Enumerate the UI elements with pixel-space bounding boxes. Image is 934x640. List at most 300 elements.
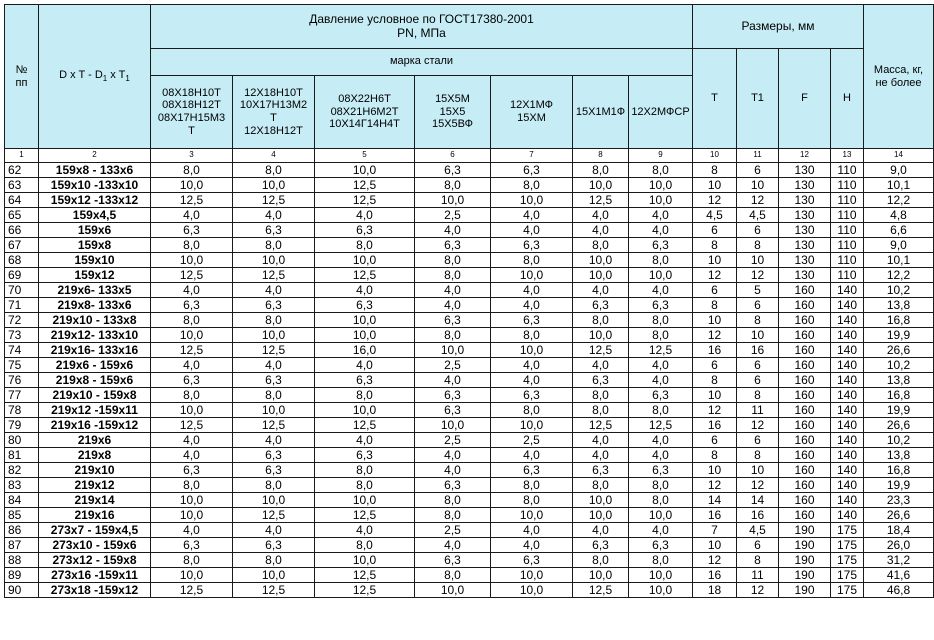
size-cell: 140 [831, 313, 864, 328]
size-cell: 10 [693, 253, 737, 268]
pressure-cell: 10,0 [629, 568, 693, 583]
pressure-cell: 12,5 [151, 343, 233, 358]
pressure-cell: 6,3 [415, 388, 491, 403]
size-cell: 175 [831, 538, 864, 553]
pressure-cell: 6,3 [415, 238, 491, 253]
pressure-cell: 4,0 [491, 373, 573, 388]
pressure-cell: 10,0 [573, 268, 629, 283]
mass-cell: 26,6 [864, 343, 934, 358]
pressure-cell: 6,3 [573, 463, 629, 478]
table-row [5, 373, 934, 388]
size-cell: 140 [831, 388, 864, 403]
pressure-cell: 10,0 [491, 418, 573, 433]
column-number-cell: 3 [151, 149, 233, 163]
dimension-cell: 159х6 [39, 223, 151, 238]
pressure-cell: 8,0 [415, 178, 491, 193]
mass-cell: 19,9 [864, 328, 934, 343]
pressure-cell: 6,3 [491, 463, 573, 478]
row-number-cell: 70 [5, 283, 39, 298]
pressure-cell: 4,0 [315, 433, 415, 448]
pressure-cell: 12,5 [233, 193, 315, 208]
mass-cell: 18,4 [864, 523, 934, 538]
size-cell: 140 [831, 298, 864, 313]
pressure-cell: 10,0 [151, 493, 233, 508]
column-number-cell: 1 [5, 149, 39, 163]
size-cell: 4,5 [737, 523, 779, 538]
pressure-cell: 4,0 [629, 523, 693, 538]
pressure-cell: 6,3 [151, 223, 233, 238]
pressure-cell: 8,0 [151, 313, 233, 328]
pressure-cell: 12,5 [151, 418, 233, 433]
size-cell: 8 [737, 313, 779, 328]
pressure-cell: 10,0 [629, 193, 693, 208]
pressure-cell: 10,0 [415, 193, 491, 208]
row-number-cell: 87 [5, 538, 39, 553]
size-cell: 140 [831, 433, 864, 448]
size-cell: 160 [779, 313, 831, 328]
size-cell: 12 [693, 478, 737, 493]
pressure-cell: 4,0 [491, 448, 573, 463]
pressure-cell: 2,5 [415, 523, 491, 538]
pressure-cell: 6,3 [233, 448, 315, 463]
row-number-cell: 89 [5, 568, 39, 583]
pressure-cell: 12,5 [629, 418, 693, 433]
pressure-cell: 4,0 [233, 208, 315, 223]
dimension-cell: 159х10 [39, 253, 151, 268]
size-cell: 6 [737, 163, 779, 178]
row-number-cell: 71 [5, 298, 39, 313]
size-cell: 18 [693, 583, 737, 598]
pressure-cell: 8,0 [233, 478, 315, 493]
row-number-cell: 82 [5, 463, 39, 478]
pressure-cell: 8,0 [151, 163, 233, 178]
pressure-cell: 6,3 [629, 463, 693, 478]
size-cell: 10 [737, 253, 779, 268]
pressure-cell: 6,3 [415, 553, 491, 568]
column-number-cell: 4 [233, 149, 315, 163]
pressure-cell: 4,0 [491, 523, 573, 538]
mass-cell: 12,2 [864, 268, 934, 283]
pressure-cell: 10,0 [491, 568, 573, 583]
row-number-cell: 73 [5, 328, 39, 343]
table-row [5, 388, 934, 403]
pressure-cell: 10,0 [233, 403, 315, 418]
pressure-cell: 12,5 [151, 583, 233, 598]
pressure-cell: 4,0 [573, 433, 629, 448]
dimension-cell: 219х6 - 159х6 [39, 358, 151, 373]
pressure-cell: 4,0 [629, 223, 693, 238]
pressure-cell: 8,0 [233, 163, 315, 178]
table-row [5, 163, 934, 178]
pressure-cell: 6,3 [315, 448, 415, 463]
size-cell: 140 [831, 358, 864, 373]
size-cell: 130 [779, 178, 831, 193]
size-cell: 140 [831, 328, 864, 343]
size-cell: 6 [737, 298, 779, 313]
row-number-cell: 81 [5, 448, 39, 463]
row-number-cell: 68 [5, 253, 39, 268]
pressure-cell: 8,0 [415, 508, 491, 523]
pressure-cell: 10,0 [629, 583, 693, 598]
size-cell: 140 [831, 463, 864, 478]
pressure-cell: 10,0 [573, 253, 629, 268]
pressure-cell: 4,0 [415, 373, 491, 388]
pressure-cell: 12,5 [573, 583, 629, 598]
row-number-cell: 85 [5, 508, 39, 523]
size-cell: 140 [831, 493, 864, 508]
table-row [5, 343, 934, 358]
pressure-cell: 10,0 [233, 493, 315, 508]
mass-cell: 12,2 [864, 193, 934, 208]
mass-cell: 19,9 [864, 478, 934, 493]
table-row [5, 508, 934, 523]
size-cell: 130 [779, 208, 831, 223]
pressure-cell: 12,5 [573, 418, 629, 433]
header-steel-col-2: 12Х18Н10Т 10Х17Н13М2 Т 12Х18Н12Т [233, 76, 315, 149]
size-cell: 8 [693, 238, 737, 253]
size-cell: 10 [693, 313, 737, 328]
pressure-cell: 10,0 [629, 508, 693, 523]
dimension-cell: 273х12 - 159х8 [39, 553, 151, 568]
pressure-cell: 8,0 [491, 403, 573, 418]
pressure-cell: 4,0 [491, 208, 573, 223]
pressure-cell: 12,5 [629, 343, 693, 358]
column-number-cell: 13 [831, 149, 864, 163]
pressure-cell: 8,0 [315, 478, 415, 493]
pressure-cell: 6,3 [233, 298, 315, 313]
pressure-cell: 10,0 [491, 583, 573, 598]
pressure-cell: 4,0 [629, 373, 693, 388]
pressure-cell: 4,0 [151, 283, 233, 298]
size-cell: 7 [693, 523, 737, 538]
row-number-cell: 65 [5, 208, 39, 223]
mass-cell: 16,8 [864, 388, 934, 403]
pressure-cell: 8,0 [415, 268, 491, 283]
mass-cell: 10,1 [864, 253, 934, 268]
size-cell: 11 [737, 403, 779, 418]
pressure-cell: 10,0 [491, 343, 573, 358]
pressure-cell: 6,3 [629, 388, 693, 403]
pressure-cell: 12,5 [315, 193, 415, 208]
size-cell: 10 [737, 463, 779, 478]
size-cell: 175 [831, 568, 864, 583]
header-mass-title: Масса, кг, не более [864, 5, 934, 149]
table-row [5, 313, 934, 328]
pressure-cell: 6,3 [629, 298, 693, 313]
row-number-cell: 63 [5, 178, 39, 193]
pressure-cell: 6,3 [573, 538, 629, 553]
size-cell: 110 [831, 238, 864, 253]
pressure-cell: 8,0 [415, 253, 491, 268]
size-cell: 160 [779, 448, 831, 463]
size-cell: 16 [693, 568, 737, 583]
pressure-cell: 6,3 [233, 463, 315, 478]
pressure-cell: 8,0 [491, 493, 573, 508]
pressure-cell: 6,3 [573, 298, 629, 313]
dimension-cell: 219х12 [39, 478, 151, 493]
pressure-cell: 4,0 [629, 448, 693, 463]
dimension-cell: 159х10 -133х10 [39, 178, 151, 193]
pressure-cell: 8,0 [573, 313, 629, 328]
size-cell: 160 [779, 403, 831, 418]
size-cell: 190 [779, 568, 831, 583]
size-cell: 140 [831, 283, 864, 298]
pressure-cell: 10,0 [151, 178, 233, 193]
pressure-cell: 10,0 [233, 568, 315, 583]
column-number-cell: 10 [693, 149, 737, 163]
header-steel-grade: марка стали [151, 49, 693, 76]
mass-cell: 13,8 [864, 373, 934, 388]
column-number-cell: 6 [415, 149, 491, 163]
size-cell: 12 [737, 478, 779, 493]
pressure-cell: 10,0 [315, 313, 415, 328]
size-cell: 130 [779, 163, 831, 178]
size-cell: 190 [779, 523, 831, 538]
pressure-cell: 4,0 [233, 523, 315, 538]
pressure-cell: 4,0 [151, 208, 233, 223]
pressure-cell: 6,3 [151, 463, 233, 478]
table-row [5, 298, 934, 313]
pressure-cell: 16,0 [315, 343, 415, 358]
size-cell: 175 [831, 523, 864, 538]
pressure-cell: 6,3 [315, 373, 415, 388]
pressure-cell: 8,0 [629, 163, 693, 178]
size-cell: 160 [779, 463, 831, 478]
mass-cell: 6,6 [864, 223, 934, 238]
header-size-f: F [779, 49, 831, 149]
dimension-cell: 219х6- 133х5 [39, 283, 151, 298]
pressure-cell: 8,0 [573, 478, 629, 493]
table-row [5, 568, 934, 583]
row-number-cell: 77 [5, 388, 39, 403]
table-row [5, 493, 934, 508]
dimension-cell: 219х10 [39, 463, 151, 478]
column-number-cell: 11 [737, 149, 779, 163]
pressure-cell: 4,0 [315, 283, 415, 298]
dimension-cell: 159х12 [39, 268, 151, 283]
pressure-cell: 4,0 [233, 283, 315, 298]
pressure-cell: 10,0 [491, 193, 573, 208]
pressure-cell: 10,0 [233, 253, 315, 268]
pressure-cell: 6,3 [151, 298, 233, 313]
row-number-cell: 66 [5, 223, 39, 238]
dimension-cell: 219х14 [39, 493, 151, 508]
pressure-cell: 8,0 [233, 388, 315, 403]
pressure-cell: 4,0 [151, 433, 233, 448]
pressure-cell: 8,0 [151, 478, 233, 493]
pressure-cell: 12,5 [315, 178, 415, 193]
header-dimensions: D x T - $D_1$ x $T_1$ [39, 5, 151, 149]
pressure-cell: 10,0 [573, 328, 629, 343]
size-cell: 12 [693, 328, 737, 343]
column-number-cell: 5 [315, 149, 415, 163]
row-number-cell: 84 [5, 493, 39, 508]
pressure-cell: 6,3 [151, 373, 233, 388]
size-cell: 160 [779, 373, 831, 388]
header-size-t: T [693, 49, 737, 149]
size-cell: 16 [737, 508, 779, 523]
pressure-cell: 8,0 [151, 238, 233, 253]
table-row [5, 448, 934, 463]
size-cell: 110 [831, 163, 864, 178]
size-cell: 8 [693, 448, 737, 463]
pressure-cell: 6,3 [491, 553, 573, 568]
row-number-cell: 83 [5, 478, 39, 493]
pressure-cell: 8,0 [629, 403, 693, 418]
pressure-cell: 4,0 [491, 358, 573, 373]
size-cell: 10 [693, 388, 737, 403]
dimension-cell: 219х12 -159х11 [39, 403, 151, 418]
pressure-cell: 12,5 [151, 268, 233, 283]
header-row-number: № пп [5, 5, 39, 149]
pressure-cell: 8,0 [629, 478, 693, 493]
size-cell: 12 [737, 418, 779, 433]
pressure-cell: 6,3 [415, 163, 491, 178]
size-cell: 175 [831, 583, 864, 598]
size-cell: 160 [779, 328, 831, 343]
pressure-cell: 4,0 [629, 283, 693, 298]
pressure-cell: 10,0 [573, 568, 629, 583]
size-cell: 110 [831, 193, 864, 208]
pressure-cell: 12,5 [315, 508, 415, 523]
pressure-cell: 8,0 [491, 178, 573, 193]
mass-cell: 46,8 [864, 583, 934, 598]
mass-cell: 16,8 [864, 463, 934, 478]
row-number-cell: 62 [5, 163, 39, 178]
pressure-cell: 10,0 [151, 328, 233, 343]
header-steel-col-1: 08Х18Н10Т 08Х18Н12Т 08Х17Н15М3 Т [151, 76, 233, 149]
row-number-cell: 86 [5, 523, 39, 538]
pressure-cell: 8,0 [629, 253, 693, 268]
pressure-cell: 8,0 [233, 313, 315, 328]
pressure-cell: 2,5 [415, 358, 491, 373]
pressure-cell: 8,0 [629, 313, 693, 328]
size-cell: 8 [737, 448, 779, 463]
pressure-cell: 4,0 [573, 358, 629, 373]
mass-cell: 13,8 [864, 298, 934, 313]
pressure-cell: 12,5 [315, 568, 415, 583]
size-cell: 140 [831, 403, 864, 418]
pressure-cell: 12,5 [315, 268, 415, 283]
size-cell: 6 [737, 373, 779, 388]
pressure-cell: 4,0 [151, 358, 233, 373]
size-cell: 8 [737, 238, 779, 253]
column-number-cell: 8 [573, 149, 629, 163]
mass-cell: 41,6 [864, 568, 934, 583]
mass-cell: 13,8 [864, 448, 934, 463]
mass-cell: 10,2 [864, 358, 934, 373]
size-cell: 6 [693, 433, 737, 448]
pressure-cell: 4,0 [151, 448, 233, 463]
pressure-cell: 10,0 [315, 328, 415, 343]
size-cell: 10 [693, 463, 737, 478]
pressure-cell: 4,0 [629, 433, 693, 448]
size-cell: 130 [779, 193, 831, 208]
size-cell: 6 [737, 433, 779, 448]
header-size-h: H [831, 49, 864, 149]
size-cell: 14 [737, 493, 779, 508]
dimension-cell: 219х6 [39, 433, 151, 448]
table-row [5, 328, 934, 343]
size-cell: 10 [737, 178, 779, 193]
pressure-cell: 4,0 [415, 448, 491, 463]
pressure-cell: 4,0 [573, 523, 629, 538]
mass-cell: 9,0 [864, 238, 934, 253]
table-row [5, 403, 934, 418]
pressure-cell: 4,0 [315, 523, 415, 538]
size-cell: 160 [779, 358, 831, 373]
mass-cell: 31,2 [864, 553, 934, 568]
size-cell: 130 [779, 223, 831, 238]
pressure-cell: 4,0 [491, 223, 573, 238]
column-number-cell: 7 [491, 149, 573, 163]
size-cell: 110 [831, 268, 864, 283]
pressure-cell: 4,0 [233, 433, 315, 448]
size-cell: 10 [693, 178, 737, 193]
size-cell: 190 [779, 538, 831, 553]
size-cell: 140 [831, 343, 864, 358]
mass-cell: 10,2 [864, 283, 934, 298]
dimension-cell: 219х10 - 133х8 [39, 313, 151, 328]
size-cell: 8 [737, 388, 779, 403]
size-cell: 130 [779, 268, 831, 283]
pressure-cell: 10,0 [151, 568, 233, 583]
table-row [5, 553, 934, 568]
pressure-cell: 6,3 [629, 538, 693, 553]
pressure-cell: 12,5 [315, 583, 415, 598]
header-size-t1: T1 [737, 49, 779, 149]
size-cell: 12 [693, 403, 737, 418]
pressure-cell: 8,0 [491, 253, 573, 268]
size-cell: 12 [737, 268, 779, 283]
table-row [5, 478, 934, 493]
row-number-cell: 90 [5, 583, 39, 598]
size-cell: 5 [737, 283, 779, 298]
pressure-cell: 8,0 [315, 463, 415, 478]
dimension-cell: 219х10 - 159х8 [39, 388, 151, 403]
table-row [5, 433, 934, 448]
pressure-cell: 8,0 [629, 493, 693, 508]
pressure-cell: 4,0 [629, 358, 693, 373]
dimension-cell: 219х16 -159х12 [39, 418, 151, 433]
pressure-cell: 10,0 [315, 553, 415, 568]
mass-cell: 26,6 [864, 418, 934, 433]
table-row [5, 208, 934, 223]
pressure-cell: 8,0 [151, 388, 233, 403]
column-number-cell: 12 [779, 149, 831, 163]
size-cell: 16 [693, 508, 737, 523]
pressure-cell: 6,3 [491, 388, 573, 403]
size-cell: 110 [831, 223, 864, 238]
pressure-cell: 2,5 [415, 208, 491, 223]
size-cell: 140 [831, 478, 864, 493]
size-cell: 12 [737, 583, 779, 598]
pressure-cell: 6,3 [151, 538, 233, 553]
header-steel-col-4: 15Х5М 15Х5 15Х5ВФ [415, 76, 491, 149]
row-number-cell: 76 [5, 373, 39, 388]
size-cell: 4,5 [737, 208, 779, 223]
size-cell: 160 [779, 283, 831, 298]
pressure-cell: 10,0 [491, 268, 573, 283]
dimension-cell: 273х16 -159х11 [39, 568, 151, 583]
size-cell: 10 [693, 538, 737, 553]
mass-cell: 26,0 [864, 538, 934, 553]
pressure-cell: 4,0 [491, 283, 573, 298]
row-number-cell: 74 [5, 343, 39, 358]
pressure-cell: 10,0 [415, 418, 491, 433]
row-number-cell: 88 [5, 553, 39, 568]
size-cell: 190 [779, 583, 831, 598]
